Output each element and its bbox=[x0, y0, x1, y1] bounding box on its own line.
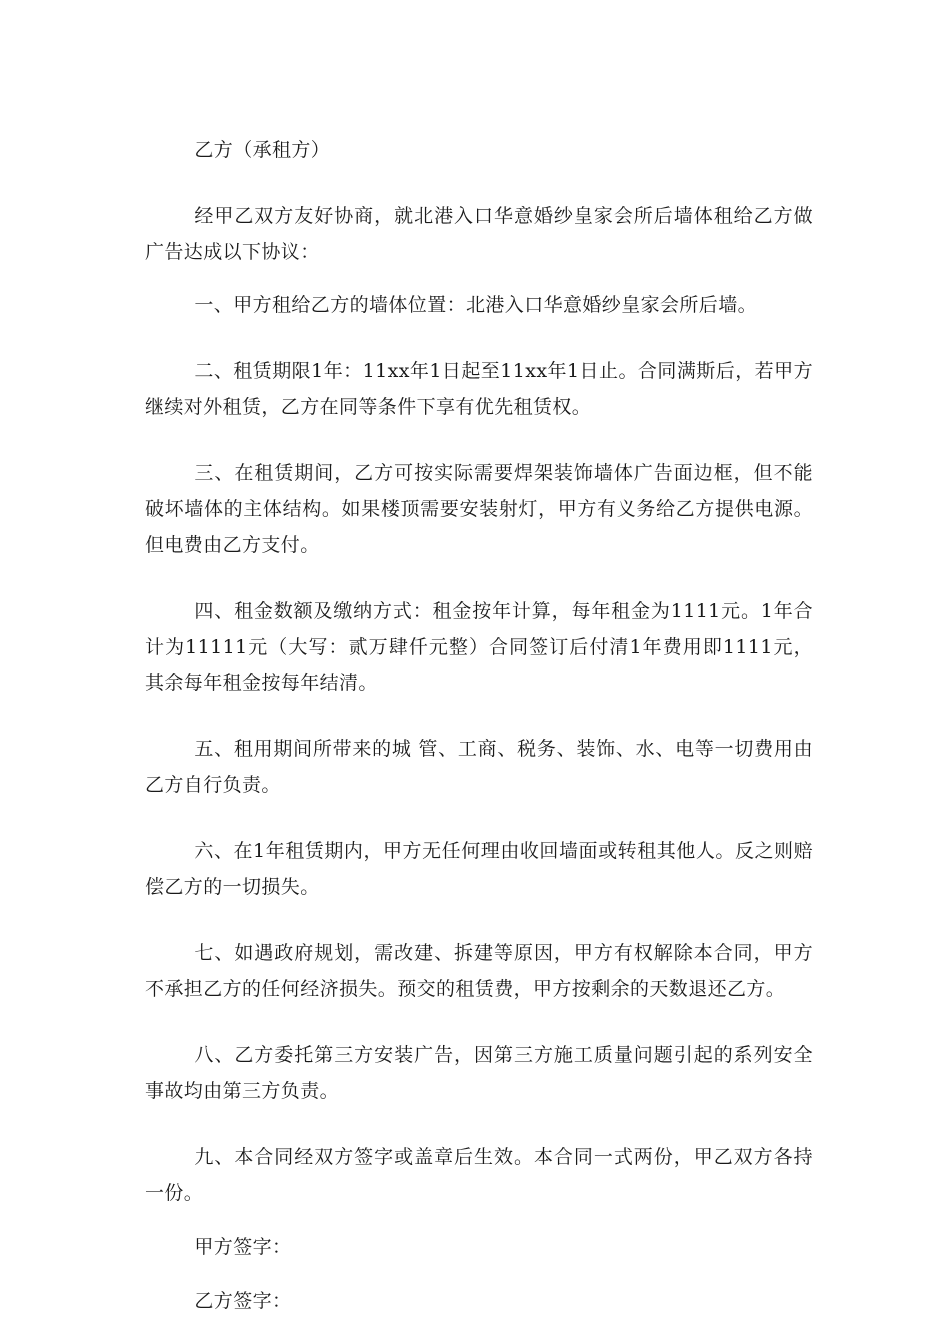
clause-6: 六、在1年租赁期内，甲方无任何理由收回墙面或转租其他人。反之则赔偿乙方的一切损失。 bbox=[145, 840, 813, 898]
clause-4: 四、租金数额及缴纳方式：租金按年计算，每年租金为1111元。1年合计为11111元（大写：贰万肆仟元整）合同签订后付清1年费用即1111元，其余每年租金按每年结清。 bbox=[145, 600, 813, 694]
clause-3: 三、在租赁期间，乙方可按实际需要焊架装饰墙体广告面边框，但不能破坏墙体的主体结构。如果楼顶需要安装射灯，甲方有义务给乙方提供电源。但电费由乙方支付。 bbox=[145, 462, 813, 556]
intro-paragraph: 经甲乙双方友好协商，就北港入口华意婚纱皇家会所后墙体租给乙方做广告达成以下协议： bbox=[145, 205, 813, 263]
contract-body bbox=[145, 132, 813, 1319]
clause-7: 七、如遇政府规划，需改建、拆建等原因，甲方有权解除本合同，甲方不承担乙方的任何经济损失。预交的租赁费，甲方按剩余的天数退还乙方。 bbox=[145, 942, 813, 1000]
clause-2: 二、租赁期限1年：11xx年1日起至11xx年1日止。合同满斯后，若甲方继续对外租赁，乙方在同等条件下享有优先租赁权。 bbox=[145, 360, 813, 418]
clause-9: 九、本合同经双方签字或盖章后生效。本合同一式两份，甲乙双方各持一份。 bbox=[145, 1146, 813, 1204]
party-b-signature: 乙方签字： bbox=[194, 1290, 292, 1312]
clause-8: 八、乙方委托第三方安装广告，因第三方施工质量问题引起的系列安全事故均由第三方负责。 bbox=[145, 1044, 813, 1102]
clause-5: 五、租用期间所带来的城 管、工商、税务、装饰、水、电等一切费用由乙方自行负责。 bbox=[145, 738, 813, 796]
party-a-signature: 甲方签字： bbox=[194, 1236, 292, 1258]
clause-1: 一、甲方租给乙方的墙体位置：北港入口华意婚纱皇家会所后墙。 bbox=[194, 294, 757, 316]
party-b-heading: 乙方（承租方） bbox=[194, 139, 331, 161]
